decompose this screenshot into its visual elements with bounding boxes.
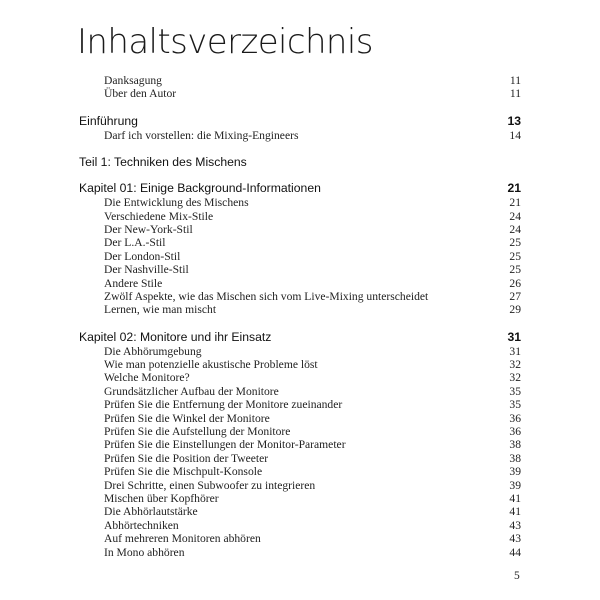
entry-label: Danksagung (104, 74, 162, 87)
entry-page: 21 (509, 196, 521, 210)
entry-page: 29 (509, 303, 521, 317)
toc-entry[interactable] (79, 263, 521, 276)
toc-entry[interactable] (79, 452, 521, 465)
entry-page: 39 (509, 478, 521, 492)
heading-page: 31 (507, 329, 521, 344)
entry-label: Welche Monitore? (104, 371, 190, 385)
heading-label: Kapitel 01: Einige Background-Informationen (79, 181, 321, 196)
entry-label: Der Nashville-Stil (104, 263, 189, 277)
entry-label: Der London-Stil (104, 249, 181, 263)
entry-label: Zwölf Aspekte, wie das Mischen sich vom Live-Mixing unterscheidet (104, 289, 429, 303)
entry-page: 27 (509, 289, 521, 303)
spacer (79, 142, 521, 155)
toc-entry[interactable] (79, 87, 521, 100)
entry-page: 25 (509, 236, 521, 250)
entry-label: Der L.A.-Stil (104, 236, 166, 250)
entry-page: 38 (509, 451, 521, 465)
toc-entry[interactable] (79, 345, 521, 358)
heading-page: 13 (507, 113, 521, 128)
entry-label: Lernen, wie man mischt (104, 303, 217, 317)
entry-page: 24 (509, 222, 521, 236)
toc-entry[interactable] (79, 438, 521, 451)
entry-label: Verschiedene Mix-Stile (104, 209, 214, 223)
entry-page: 38 (509, 438, 521, 452)
toc-entry[interactable] (79, 358, 521, 371)
table-of-contents (79, 74, 521, 559)
entry-label: Andere Stile (104, 276, 163, 290)
entry-page: 11 (509, 87, 521, 101)
heading-label: Kapitel 02: Monitore und ihr Einsatz (79, 329, 272, 344)
entry-label: Die Abhörumgebung (104, 344, 202, 358)
entry-page: 24 (509, 209, 521, 223)
entry-page: 25 (509, 263, 521, 277)
section-heading-intro[interactable] (79, 114, 521, 129)
toc-entry[interactable] (79, 277, 521, 290)
entry-page: 32 (509, 371, 521, 385)
toc-entry[interactable] (79, 74, 521, 87)
entry-label: Prüfen Sie die Einstellungen der Monitor-Parameter (104, 438, 346, 452)
entry-page: 14 (509, 128, 521, 142)
toc-entry[interactable] (79, 210, 521, 223)
toc-entry[interactable] (79, 465, 521, 478)
toc-entry[interactable] (79, 546, 521, 559)
entry-page: 39 (509, 465, 521, 479)
entry-page: 35 (509, 398, 521, 412)
entry-page: 41 (509, 505, 521, 519)
entry-label: Drei Schritte, einen Subwoofer zu integrieren (104, 478, 316, 492)
entry-label: Grundsätzlicher Aufbau der Monitore (104, 384, 279, 398)
part-heading[interactable] (79, 155, 521, 170)
entry-label: Prüfen Sie die Winkel der Monitore (104, 411, 270, 425)
entry-label: Auf mehreren Monitoren abhören (104, 532, 261, 546)
heading-page: 21 (507, 181, 521, 196)
entry-label: Prüfen Sie die Mischpult-Konsole (104, 465, 263, 479)
toc-entry[interactable] (79, 425, 521, 438)
entry-label: Prüfen Sie die Entfernung der Monitore zueinander (104, 398, 343, 412)
entry-page: 35 (509, 384, 521, 398)
toc-entry[interactable] (79, 479, 521, 492)
entry-label: Die Entwicklung des Mischens (104, 196, 249, 210)
toc-entry[interactable] (79, 532, 521, 545)
chapter-heading-02[interactable] (79, 330, 521, 345)
entry-label: Darf ich vorstellen: die Mixing-Engineers (104, 128, 299, 142)
entry-label: Prüfen Sie die Aufstellung der Monitore (104, 425, 291, 439)
spacer (79, 170, 521, 181)
entry-label: Wie man potenzielle akustische Probleme löst (104, 358, 318, 372)
page-number: 5 (514, 570, 520, 582)
entry-page: 44 (509, 545, 521, 559)
entry-label: Prüfen Sie die Position der Tweeter (104, 451, 269, 465)
toc-entry[interactable] (79, 303, 521, 316)
part-label: Teil 1: Techniken des Mischens (79, 155, 247, 170)
entry-page: 26 (509, 276, 521, 290)
toc-entry[interactable] (79, 371, 521, 384)
toc-entry[interactable] (79, 290, 521, 303)
entry-page: 32 (509, 358, 521, 372)
entry-page: 36 (509, 411, 521, 425)
heading-label: Einführung (79, 113, 138, 128)
entry-label: Über den Autor (104, 87, 177, 101)
entry-label: Abhörtechniken (104, 518, 179, 532)
entry-page: 36 (509, 425, 521, 439)
chapter-heading-01[interactable] (79, 181, 521, 196)
entry-page: 43 (509, 518, 521, 532)
entry-label: Der New-York-Stil (104, 222, 193, 236)
toc-entry[interactable] (79, 492, 521, 505)
toc-entry[interactable] (79, 505, 521, 518)
toc-entry[interactable] (79, 398, 521, 411)
toc-entry[interactable] (79, 223, 521, 236)
toc-entry[interactable] (79, 412, 521, 425)
entry-page: 31 (509, 344, 521, 358)
entry-page: 41 (509, 491, 521, 505)
toc-entry[interactable] (79, 129, 521, 142)
toc-entry[interactable] (79, 385, 521, 398)
toc-entry[interactable] (79, 250, 521, 263)
spacer (79, 317, 521, 330)
toc-entry[interactable] (79, 236, 521, 249)
entry-label: In Mono abhören (104, 545, 185, 559)
entry-page: 43 (509, 532, 521, 546)
entry-page: 11 (509, 74, 521, 87)
toc-entry[interactable] (79, 519, 521, 532)
spacer (79, 101, 521, 114)
entry-label: Mischen über Kopfhörer (104, 491, 219, 505)
entry-page: 25 (509, 249, 521, 263)
page-title: Inhaltsverzeichnis (77, 22, 373, 62)
entry-label: Die Abhörlautstärke (104, 505, 198, 519)
toc-entry[interactable] (79, 196, 521, 209)
